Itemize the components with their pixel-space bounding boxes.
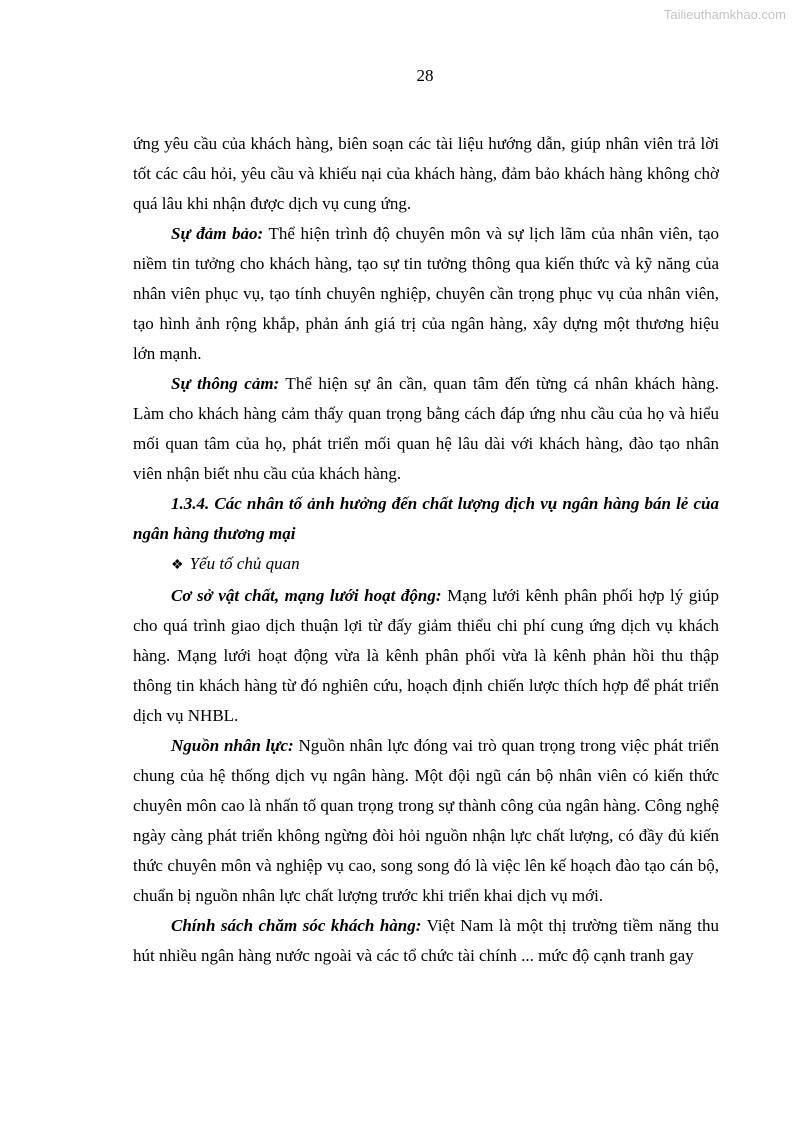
paragraph-text: Thể hiện sự ân cần, quan tâm đến từng cá nhân khách hàng. Làm cho khách hàng cảm thấy quan trọng bằng cách đáp ứng nhu cầu của họ và hiểu mối quan tâm của họ, phát triển mối quan hệ lâu dài với khách hàng, đào tạo nhân viên nhận biết nhu cầu của khách hàng. (133, 374, 720, 483)
section-heading (133, 489, 719, 549)
document-body (133, 129, 719, 971)
watermark: Tailieuthamkhao.com (663, 7, 786, 22)
paragraph-term: Sự thông cảm: (171, 374, 280, 393)
paragraph-nguon-nhan-luc (133, 731, 719, 911)
paragraph-continuation (133, 129, 719, 219)
paragraph-term: Chính sách chăm sóc khách hàng: (171, 916, 422, 935)
paragraph-text: Việt Nam là một thị trường tiềm năng thu hút nhiều ngân hàng nước ngoài và các tổ chức tài chính ... mức độ cạnh tranh gay (133, 916, 719, 965)
paragraph-text: Nguồn nhân lực đóng vai trò quan trọng trong việc phát triển chung của hệ thống dịch vụ ngân hàng. Một đội ngũ cán bộ nhân viên có kiến thức chuyên môn cao là nhấn tố quan trọng trong sự thành công của ngân hàng. Công nghệ ngày càng phát triển không ngừng đòi hỏi nguồn nhận lực chất lượng, có đầy đủ kiến thức chuyên môn và nghiệp vụ cao, song song đó là việc lên kế hoạch đào tạo cán bộ, chuẩn bị nguồn nhân lực chất lượng trước khi triển khai dịch vụ mới. (133, 736, 719, 905)
paragraph-co-so-vat-chat (133, 581, 719, 731)
paragraph-su-thong-cam (133, 369, 719, 489)
section-heading-text: 1.3.4. Các nhân tố ảnh hưởng đến chất lượng dịch vụ ngân hàng bán lẻ của ngân hàng thương mại (133, 494, 719, 543)
paragraph-term: Sự đảm bảo: (171, 224, 264, 243)
page-number: 28 (416, 66, 434, 85)
bullet-item (133, 549, 719, 581)
paragraph-text: ứng yêu cầu của khách hàng, biên soạn các tài liệu hướng dẫn, giúp nhân viên trả lời tốt các câu hỏi, yêu cầu và khiếu nại của khách hàng, đảm bảo khách hàng không chờ quá lâu khi nhận được dịch vụ cung ứng. (133, 134, 719, 213)
paragraph-text: Thể hiện trình độ chuyên môn và sự lịch lãm của nhân viên, tạo niềm tin tưởng cho khách hàng, tạo sự tin tưởng thông qua kiến thức và kỹ năng của nhân viên phục vụ, tạo tính chuyên nghiệp, chuyên cần trọng phục vụ của nhân viên, tạo hình ảnh rộng khắp, phản ánh giá trị của ngân hàng, xây dựng một thương hiệu lớn mạnh. (133, 224, 719, 363)
diamond-bullet-icon: ❖ (171, 558, 184, 573)
paragraph-chinh-sach-cham-soc (133, 911, 719, 971)
bullet-text: Yếu tố chủ quan (189, 554, 300, 573)
paragraph-term: Nguồn nhân lực: (171, 736, 294, 755)
paragraph-text: Mạng lưới kênh phân phối hợp lý giúp cho quá trình giao dịch thuận lợi từ đấy giảm thiểu chi phí cung ứng dịch vụ khách hàng. Mạng lưới hoạt động vừa là kênh phân phối vừa là kênh phản hồi thu thập thông tin khách hàng từ đó nghiên cứu, hoạch định chiến lược thích hợp để phát triển dịch vụ NHBL. (133, 586, 720, 725)
paragraph-term: Cơ sở vật chất, mạng lưới hoạt động: (171, 586, 442, 605)
paragraph-su-dam-bao (133, 219, 719, 369)
